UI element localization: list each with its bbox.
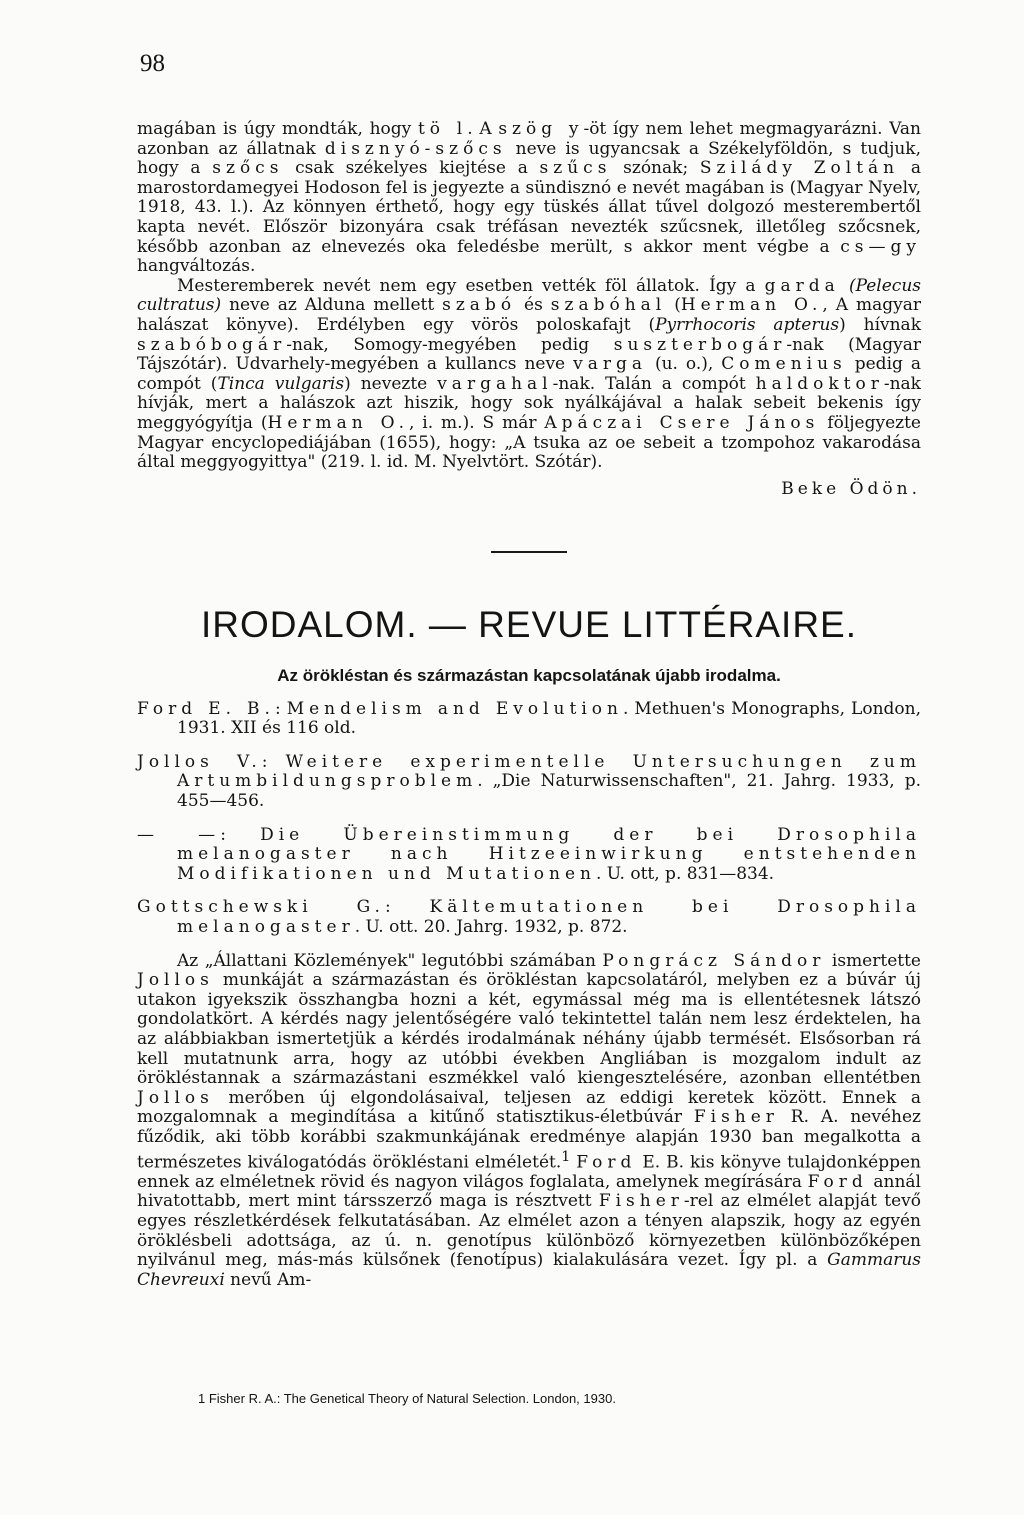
author-name: Szilády Zoltán xyxy=(699,158,900,179)
author-name: Fisher xyxy=(598,1191,684,1212)
spaced-word: haldoktor xyxy=(755,373,884,394)
reference-2: Jollos V.: Weitere experimentelle Untersuchungen zum Artumbildungsproblem. „Die Naturwissenschaften", 21. Jahrg. 1933, p. 455—456. xyxy=(137,751,921,812)
text-run: ) hívnak xyxy=(839,314,921,335)
ref-title: Kältemutationen bei Drosophila melanogaster xyxy=(177,897,921,938)
page-number: 98 xyxy=(140,50,165,77)
text-run: E. B. kis könyve tulajdonképpen ennek az elméletnek rövid és nagyon világos foglalata, amelynek megírására xyxy=(137,1152,921,1192)
author-name: Jollos xyxy=(137,970,214,991)
text-run: , A magyar halászat könyve). Erdélyben egy vörös poloskafajt ( xyxy=(137,295,921,335)
footnote: 1 Fisher R. A.: The Genetical Theory of Natural Selection. London, 1930. xyxy=(198,1391,616,1406)
ref-author: Jollos V. xyxy=(137,751,262,772)
spaced-word: vargahal xyxy=(437,373,553,394)
text-run: csak székelyes kiejtése a xyxy=(283,158,540,179)
latin-name: Tinca vulgaris xyxy=(217,373,345,394)
section-subtitle: Az örökléstan és származástan kapcsolatának újabb irodalma. xyxy=(277,665,781,685)
text-run: (u. o.), xyxy=(646,354,722,375)
text-run: és xyxy=(516,295,551,316)
text-run: a marostordamegyei Hodoson fel is jegyezte a sündisznó e nevét magában is (Magyar Nyelv, 1918, 43. l.). Az könnyen érthető, hogy egy tüskés állat tűvel dolgozó mesterembertől kapta nevét. Először bizonyára csak tréfásan nevezték szűcsnek, illetőleg szőcsnek, később azonban az elnevezés oka feledésbe merült, s akkor ment végbe a xyxy=(137,158,921,257)
author-name: Ford xyxy=(807,1171,868,1192)
text-run: Mesteremberek nevét nem egy esetben vették föl állatok. Így a xyxy=(177,275,765,296)
author-name: Pongrácz Sándor xyxy=(602,950,826,971)
text-run: annál hivatottabb, mert mint társszerző maga is résztvett xyxy=(137,1171,921,1212)
author-name: Herman O. xyxy=(680,295,823,316)
ref-title: Die Übereinstimmung der bei Drosophila melanogaster nach Hitzeeinwirkung entstehenden Modifikationen und Mutationen xyxy=(177,824,922,884)
text-run: . A xyxy=(467,119,499,139)
spaced-word: szabóhal xyxy=(550,295,667,316)
latin-name: Gammarus Chevreuxi xyxy=(137,1250,921,1290)
ref-details: . U. ott, p. 831—834. xyxy=(595,863,775,884)
spaced-word: garda xyxy=(764,275,840,296)
text-run: neve is ugyancsak a Székelyföldön, s tudjuk, hogy a xyxy=(137,138,922,179)
paragraph-1 xyxy=(137,120,921,277)
author-name: Jollos xyxy=(137,1087,214,1108)
spaced-word: suszterbogár xyxy=(613,334,787,355)
author-name: Comenius xyxy=(721,354,847,375)
latin-name: Pyrrhocoris apterus xyxy=(655,314,840,335)
signature: Beke Ödön. xyxy=(781,478,921,499)
ref-details: . „Die Naturwissenschaften", 21. Jahrg. 1933, p. 455—456. xyxy=(177,771,921,812)
text-run: ( xyxy=(666,295,681,316)
spaced-word: szűcs xyxy=(539,158,612,179)
text-run: R. A. nevéhez fűződik, aki több korábbi szakmunkájának eredménye alapján 1930 ban megalkotta a természetes kiválogatódás örökléstani elméletét. xyxy=(137,1107,921,1173)
text-run: -nak, Somogy-megyében pedig xyxy=(286,334,614,355)
author-name: Apáczai Csere János xyxy=(544,412,820,433)
ref-author: Gottschewski G. xyxy=(137,897,385,918)
text-run: ismertette xyxy=(825,950,921,971)
spaced-word: szög y xyxy=(498,119,584,139)
text-run: Az „Állattani Közlemények" legutóbbi számában xyxy=(177,950,603,971)
spaced-word: szabó xyxy=(442,295,517,316)
ref-details: . Methuen's Monographs, London, 1931. XII és 116 old. xyxy=(177,698,921,739)
text-run: -öt így nem lehet megmagyarázni. Van azonban az állatnak xyxy=(137,119,921,159)
author-name: Herman O. xyxy=(267,412,409,433)
spaced-word: cs—gy xyxy=(840,236,921,257)
text-run: , i. m.). S már xyxy=(408,412,545,433)
ref-author: Ford E. B. xyxy=(137,698,275,719)
latin-name: (Pelecus cultratus) xyxy=(137,275,921,316)
footnote-marker: 1 xyxy=(561,1148,571,1165)
ref-details: . U. ott. 20. Jahrg. 1932, p. 872. xyxy=(354,917,628,938)
author-name: Fisher xyxy=(693,1107,779,1128)
reference-3: — —: Die Übereinstimmung der bei Drosophila melanogaster nach Hitzeeinwirkung entstehenden Modifikationen und Mutationen. U. ott, p. 831—834. xyxy=(137,824,922,884)
text-run: -nak (Magyar Tájszótár). Udvarhely-megyében a kullancs neve xyxy=(137,334,921,375)
spaced-word: disznyó-szőcs xyxy=(324,138,507,159)
text-run: -rel az elmélet alapját tevő egyes részletkérdések felkutatásában. Az elmélet azon a tényen alapszik, hogy az egyén öröklésbeli adottsága, az ú. n. genotípus különböző környezetben különbözőképen nyilvánul meg, más-más külsőnek (fenotípus) kialakulására vezet. Így pl. a xyxy=(137,1191,921,1271)
author-name: Ford xyxy=(576,1152,637,1173)
spaced-word: szőcs xyxy=(212,158,284,179)
text-run: magában is úgy mondták, hogy xyxy=(137,119,418,139)
text-run: szónak; xyxy=(611,158,700,179)
spaced-word: varga xyxy=(573,354,647,375)
text-run xyxy=(840,276,849,296)
text-run: -nak hívják, mert a halászok azt hiszik, hogy sok nyálkájával a halak sebeit bekenis így meggyógyítja ( xyxy=(137,373,921,433)
text-run: merőben új elgondolásaival, teljesen az eddigi keretek között. Ennek a mozgalomnak a megindítása a kitűnő statisztikus-életbúvár xyxy=(137,1087,921,1128)
section-title: IRODALOM. — REVUE LITTÉRAIRE. xyxy=(200,603,858,645)
article-body xyxy=(137,120,921,1290)
text-run: ) nevezte xyxy=(344,373,438,394)
paragraph-3 xyxy=(137,952,921,1291)
ref-title: Weitere experimentelle Untersuchungen zum Artumbildungsproblem xyxy=(177,751,921,792)
text-run: neve az Alduna mellett xyxy=(221,295,443,316)
spaced-word: tö l xyxy=(417,119,468,139)
text-run: nevű Am- xyxy=(224,1269,312,1290)
text-run: pedig a compót ( xyxy=(137,354,921,394)
divider xyxy=(491,551,567,553)
text-run: munkáját a származástan és örökléstan kapcsolatáról, melyben ez a búvár új utakon igyekszik összhangba hozni a két, egymással még ma is ellentétesnek látszó gondolatkört. A kérdés nagy jelentőségére való tekintettel talán nem lesz érdektelen, ha az alábbiakban ismertetjük a kérdés irodalmának néhány újabb termését. Elsősorban rá kell mutatnunk arra, hogy az utóbbi években Angliában is mozgalom indult az örökléstannak a származástani eszmékkel való kiengesztelésére, azonban ellentétben xyxy=(137,970,921,1089)
text-run: hangváltozás. xyxy=(137,256,256,277)
text-run: följegyezte Magyar encyclopediájában (1655), hogy: „A tsuka az oe sebeit a tzompohoz vakarodása által meggyogyittya" (219. l. id. M. Nyelvtört. Szótár). xyxy=(137,412,921,473)
reference-1: Ford E. B.: Mendelism and Evolution. Methuen's Monographs, London, 1931. XII és 116 old. xyxy=(137,698,921,739)
paragraph-2 xyxy=(137,277,921,473)
ref-title: Mendelism and Evolution xyxy=(286,698,623,719)
text-run: -nak. Talán a compót xyxy=(552,373,756,394)
ref-author: — — xyxy=(137,824,221,845)
spaced-word: szabóbogár xyxy=(137,334,287,355)
reference-4: Gottschewski G.: Kältemutationen bei Drosophila melanogaster. U. ott. 20. Jahrg. 1932, p. 872. xyxy=(137,897,921,938)
